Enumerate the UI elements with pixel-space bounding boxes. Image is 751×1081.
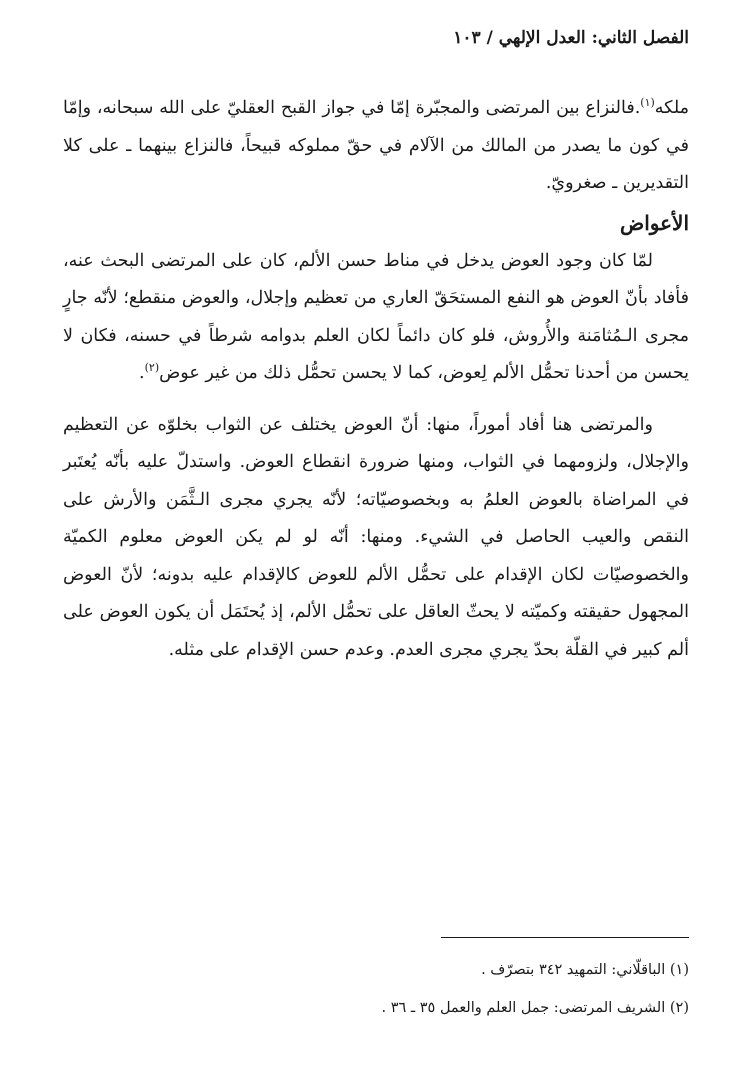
footnote-ref-1[interactable]: (١) [640,96,655,110]
footnote-ref-2[interactable]: (٢) [144,361,160,375]
main-text [63,90,689,669]
footnote-1: (١) الباقلّاني: التمهيد ٣٤٢ بتصرّف . [481,962,689,978]
footnote-2: (٢) الشريف المرتضى: جمل العلم والعمل ٣٥ ـ ٣٦ . [381,1000,689,1016]
paragraph-1: ملكه$^{(١)}$.فالنزاع بين المرتضى والمجبّرة إمّا في جواز القبح العقليّ على الله سبحانه، وإمّا في كون ما يصدر من المالك من الآلام في حقّ مملوكه قبيحاً، فالنزاع بينهما ـ على كلا التقديرين ـ صغرويّ. [63,96,689,193]
section-heading: الأعواض [620,210,689,235]
paragraph-2: لمّا كان وجود العوض يدخل في مناط حسن الألم، كان على المرتضى البحث عنه، فأفاد بأنّ العوض هو النفع المستحَقّ العاري من تعظيم وإجلال، والعوض منقطع؛ لأنّه جارٍ مجرى الـمُثامَنة والأُروش، فلو كان دائماً لكان العلم بدوامه شرطاً في حسنه، فكان لا يحسن من أحدنا تحمُّل الألم لِعوض، كما لا يحسن تحمُّل ذلك من غير عوض$^{(٢)}$. [63,250,689,383]
footnotes [63,955,689,1031]
paragraph-3: والمرتضى هنا أفاد أموراً، منها: أنّ العوض يختلف عن الثواب بخلوّه عن التعظيم والإجلال، ولزومهما في الثواب، ومنها ضرورة انقطاع العوض. واستدلّ عليه بأنّه يُعتَبر في المراضاة بالعوض العلمُ به وبخصوصيّاته؛ لأنّه يجري مجرى الـثَّمَن والأرش على النقص والعيب الحاصل في الشيء. ومنها: أنّه لو لم يكن العوض معلوم الكميّة والخصوصيّات لكان الإقدام على تحمُّل الألم للعوض كالإقدام عليه بدونه؛ لأنّ العوض المجهول حقيقته وكميّته لا يحثّ العاقل على تحمُّل الألم، إذ يُحتَمَل أن يكون العوض على ألم كبير في القلّة بحدّ يجري مجرى العدم. وعدم حسن الإقدام على مثله. [63,414,689,660]
footnote-divider [441,937,689,938]
running-title: الفصل الثاني: العدل الإلهي / ١٠٣ [453,28,689,48]
page-header [62,28,689,48]
